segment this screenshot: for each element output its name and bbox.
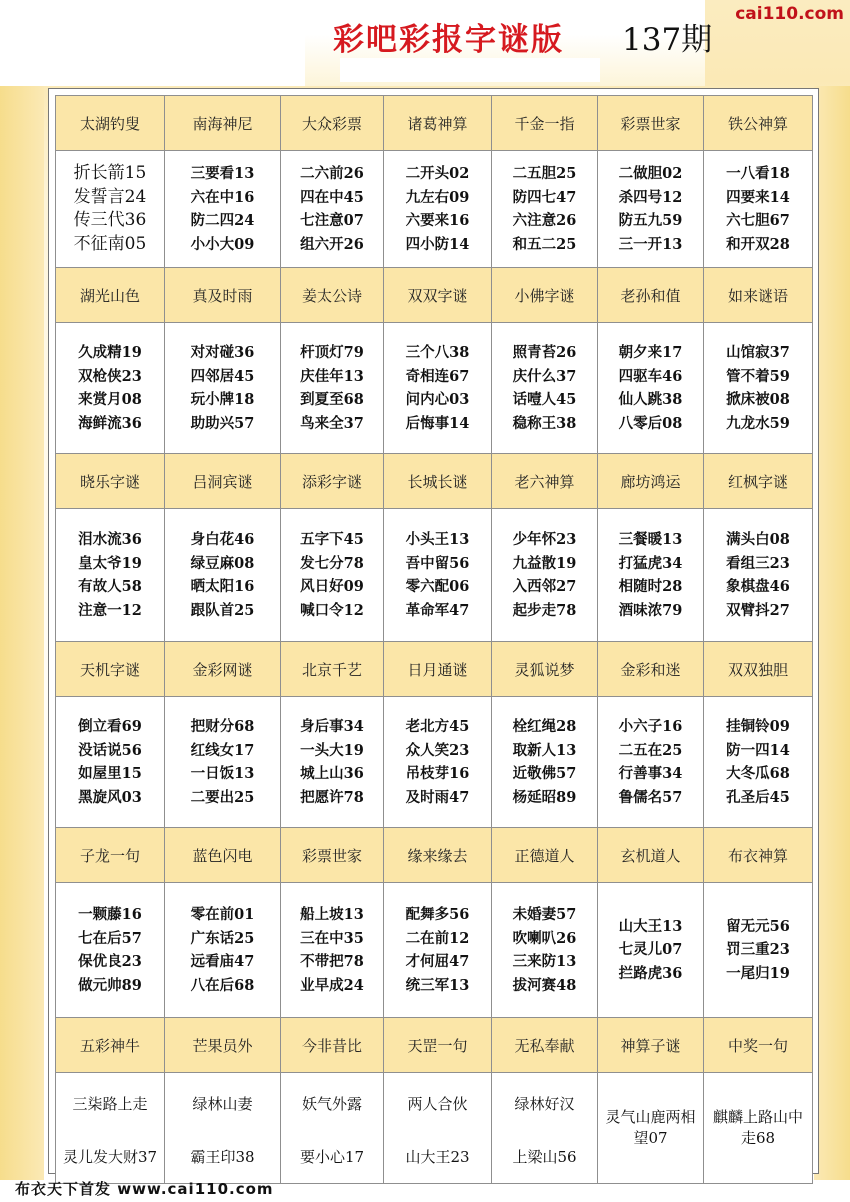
prediction-line: 二五在25 xyxy=(618,741,683,759)
prediction-line: 鲁儒名57 xyxy=(618,788,683,806)
prediction-line: 助助兴57 xyxy=(190,414,255,432)
prediction-cell xyxy=(384,509,492,642)
prediction-list xyxy=(619,715,683,809)
prediction-line: 发七分78 xyxy=(300,554,364,572)
prediction-line: 九益散19 xyxy=(512,554,577,572)
prediction-cell xyxy=(56,1073,165,1184)
prediction-line: 两人合伙 xyxy=(407,1095,468,1113)
prediction-cell xyxy=(598,697,704,828)
prediction-cell xyxy=(281,151,384,268)
prediction-cell xyxy=(492,151,598,268)
prediction-line: 庆佳年13 xyxy=(300,367,364,385)
prediction-line: 把财分68 xyxy=(190,718,255,735)
prediction-line: 泪水流36 xyxy=(78,531,142,548)
column-name: 双双独胆 xyxy=(704,642,813,697)
prediction-line: 九左右09 xyxy=(405,188,470,206)
prediction-line: 城上山36 xyxy=(300,765,364,782)
prediction-line: 七注意07 xyxy=(300,212,364,229)
prediction-line: 二做胆02 xyxy=(618,165,683,182)
prediction-line: 玩小牌18 xyxy=(190,391,255,408)
prediction-cell xyxy=(56,323,165,454)
prediction-row xyxy=(56,883,813,1018)
column-name: 布衣神算 xyxy=(704,828,813,883)
prediction-line: 奇相连67 xyxy=(405,367,470,385)
prediction-line: 吊枝芽16 xyxy=(405,765,470,782)
prediction-line: 吹喇叭26 xyxy=(512,929,577,947)
prediction-row xyxy=(56,509,813,642)
prediction-line: 久成精19 xyxy=(78,344,142,361)
prediction-line: 绿林好汉 xyxy=(514,1095,575,1113)
prediction-line: 看组三23 xyxy=(726,554,790,572)
column-name: 小佛字谜 xyxy=(492,268,598,323)
prediction-line: 稳称王38 xyxy=(512,414,577,432)
prediction-line: 三餐暖13 xyxy=(618,531,683,548)
column-name: 日月通谜 xyxy=(384,642,492,697)
prediction-line: 双枪侠23 xyxy=(78,367,142,385)
prediction-cell xyxy=(281,323,384,454)
prediction-line: 皇太爷19 xyxy=(78,554,142,572)
prediction-cell xyxy=(56,509,165,642)
prediction-line: 如屋里15 xyxy=(78,765,142,782)
prediction-line: 取新人13 xyxy=(512,741,577,759)
prediction-line: 来赏月08 xyxy=(78,391,142,408)
column-name: 太湖钓叟 xyxy=(56,96,165,151)
prediction-list xyxy=(191,528,255,622)
prediction-line: 上梁山56 xyxy=(512,1148,577,1166)
prediction-line: 和开双28 xyxy=(726,235,790,253)
column-name: 晓乐字谜 xyxy=(56,454,165,509)
prediction-line: 要小心17 xyxy=(299,1148,365,1166)
prediction-list xyxy=(726,162,790,256)
prediction-list xyxy=(191,162,255,256)
prediction-line: 二五胆25 xyxy=(512,165,577,182)
prediction-cell xyxy=(704,1073,813,1184)
prediction-line: 保优良23 xyxy=(78,953,142,970)
prediction-line: 杨延昭89 xyxy=(512,788,577,806)
prediction-line: 大冬瓜68 xyxy=(726,765,790,782)
column-name: 红枫字谜 xyxy=(704,454,813,509)
prediction-line: 没话说56 xyxy=(78,741,142,759)
prediction-cell xyxy=(281,697,384,828)
prediction-list xyxy=(619,528,683,622)
prediction-cell xyxy=(281,509,384,642)
prediction-line: 折长箭15 xyxy=(73,163,147,183)
prediction-cell xyxy=(384,697,492,828)
prediction-line: 小头王13 xyxy=(405,531,470,548)
prediction-list xyxy=(191,903,255,997)
prediction-line: 杆顶灯79 xyxy=(300,344,364,361)
prediction-line: 一八看18 xyxy=(726,165,790,182)
prediction-line: 绿林山妻 xyxy=(192,1095,253,1113)
column-name: 双双字谜 xyxy=(384,268,492,323)
prediction-list xyxy=(300,715,364,809)
footer-credit[interactable]: 布衣天下首发 www.cai110.com xyxy=(15,1180,274,1198)
prediction-line: 及时雨47 xyxy=(405,788,470,806)
prediction-line: 妖气外露 xyxy=(301,1095,362,1113)
prediction-line: 小小大09 xyxy=(190,235,255,253)
column-name: 神算子谜 xyxy=(598,1018,704,1073)
header-row xyxy=(56,268,813,323)
prediction-line: 和五二25 xyxy=(512,235,577,253)
prediction-line: 防五九59 xyxy=(618,212,683,229)
prediction-line: 倒立看69 xyxy=(78,718,142,735)
prediction-line: 一颗藤16 xyxy=(78,906,142,923)
prediction-line: 四在中45 xyxy=(300,188,364,206)
prediction-list xyxy=(191,341,255,435)
prediction-line: 管不着59 xyxy=(726,367,790,385)
prediction-cell xyxy=(165,883,281,1018)
prediction-line: 风日好09 xyxy=(300,578,364,595)
prediction-list xyxy=(619,915,683,986)
column-name: 真及时雨 xyxy=(165,268,281,323)
column-name: 灵狐说梦 xyxy=(492,642,598,697)
header-row xyxy=(56,828,813,883)
prediction-line: 三个八38 xyxy=(405,344,470,361)
prediction-line: 有故人58 xyxy=(78,578,142,595)
prediction-line: 三在中35 xyxy=(300,929,364,947)
prediction-line: 九龙水59 xyxy=(726,414,790,432)
prediction-line: 灵气山鹿两相望07 xyxy=(605,1108,696,1147)
prediction-list xyxy=(300,162,364,256)
prediction-line: 后悔事14 xyxy=(405,414,470,432)
header-row xyxy=(56,642,813,697)
column-name: 铁公神算 xyxy=(704,96,813,151)
prediction-line: 一尾归19 xyxy=(726,964,790,982)
column-name: 湖光山色 xyxy=(56,268,165,323)
prediction-list xyxy=(74,162,147,256)
column-name: 正德道人 xyxy=(492,828,598,883)
prediction-line: 双臂抖27 xyxy=(726,601,790,619)
prediction-line: 传三代36 xyxy=(73,210,147,230)
prediction-cell xyxy=(56,151,165,268)
prediction-line: 配舞多56 xyxy=(405,906,470,923)
prediction-line: 六在中16 xyxy=(190,188,255,206)
column-name: 中奖一句 xyxy=(704,1018,813,1073)
prediction-line: 三来防13 xyxy=(512,953,577,970)
prediction-line: 照青苔26 xyxy=(512,344,577,361)
prediction-line: 七灵儿07 xyxy=(618,941,683,959)
prediction-list xyxy=(78,715,142,809)
column-name: 诸葛神算 xyxy=(384,96,492,151)
prediction-line: 绿豆麻08 xyxy=(190,554,255,572)
prediction-cell xyxy=(704,697,813,828)
prediction-line: 红线女17 xyxy=(190,741,255,759)
prediction-cell xyxy=(492,1073,598,1184)
prediction-line: 罚三重23 xyxy=(726,941,790,959)
prediction-line: 四邻居45 xyxy=(190,367,255,385)
prediction-line: 未婚妻57 xyxy=(512,906,577,923)
header-row xyxy=(56,96,813,151)
column-name: 五彩神牛 xyxy=(56,1018,165,1073)
prediction-line: 拔河赛48 xyxy=(512,976,577,994)
prediction-line: 挂铜铃09 xyxy=(726,718,790,735)
prediction-line: 灵儿发大财37 xyxy=(62,1148,158,1166)
prediction-line: 二在前12 xyxy=(405,929,470,947)
prediction-cell xyxy=(704,323,813,454)
column-name: 玄机道人 xyxy=(598,828,704,883)
prediction-cell xyxy=(56,883,165,1018)
prediction-line: 栓红绳28 xyxy=(512,718,577,735)
prediction-cell xyxy=(598,509,704,642)
prediction-line: 三要看13 xyxy=(190,165,255,182)
prediction-list xyxy=(619,341,683,435)
prediction-line: 入西邻27 xyxy=(512,578,577,595)
prediction-line: 三柒路上走 xyxy=(72,1095,148,1113)
prediction-line: 黑旋风03 xyxy=(78,788,142,806)
prediction-line: 象棋盘46 xyxy=(726,578,790,595)
prediction-cell xyxy=(165,323,281,454)
column-name: 千金一指 xyxy=(492,96,598,151)
prediction-list xyxy=(406,162,470,256)
site-watermark[interactable]: cai110.com xyxy=(735,4,844,24)
prediction-list xyxy=(191,715,255,809)
prediction-line: 二开头02 xyxy=(405,165,470,182)
prediction-row xyxy=(56,151,813,268)
prediction-line: 仙人跳38 xyxy=(618,391,683,408)
prediction-cell xyxy=(704,509,813,642)
page-title: 彩吧彩报字谜版 xyxy=(333,22,564,58)
prediction-line: 晒太阳16 xyxy=(190,578,255,595)
prediction-cell xyxy=(384,883,492,1018)
prediction-line: 革命军47 xyxy=(405,601,470,619)
column-name: 北京千艺 xyxy=(281,642,384,697)
prediction-line: 话噎人45 xyxy=(512,391,577,408)
prediction-line: 防一四14 xyxy=(726,741,790,759)
prediction-line: 麒麟上路山中走68 xyxy=(712,1108,803,1147)
prediction-line: 留无元56 xyxy=(726,917,790,935)
prediction-line: 相随时28 xyxy=(618,578,683,595)
prediction-list xyxy=(406,715,470,809)
prediction-line: 一头大19 xyxy=(300,741,364,759)
prediction-line: 发誓言24 xyxy=(73,186,147,207)
column-name: 彩票世家 xyxy=(598,96,704,151)
prediction-list xyxy=(78,528,142,622)
prediction-line: 一日饭13 xyxy=(190,765,255,782)
prediction-line: 霸王印38 xyxy=(190,1148,255,1166)
prediction-line: 六注意26 xyxy=(512,212,577,229)
prediction-line: 山大王23 xyxy=(405,1148,470,1166)
header-row xyxy=(56,454,813,509)
column-name: 缘来缘去 xyxy=(384,828,492,883)
prediction-line: 喊口令12 xyxy=(300,601,364,619)
prediction-cell xyxy=(704,883,813,1018)
prediction-row xyxy=(56,1073,813,1184)
column-name: 廊坊鸿运 xyxy=(598,454,704,509)
prediction-line: 少年怀23 xyxy=(512,531,577,548)
prediction-line: 杀四号12 xyxy=(618,188,683,206)
prediction-cell xyxy=(598,151,704,268)
prediction-list xyxy=(513,528,577,622)
riddle-table xyxy=(55,95,813,1184)
prediction-cell xyxy=(598,323,704,454)
prediction-line: 鸟来全37 xyxy=(300,414,364,432)
prediction-row xyxy=(56,323,813,454)
prediction-cell xyxy=(598,1073,704,1184)
prediction-line: 问内心03 xyxy=(405,391,470,408)
prediction-line: 山馆寂37 xyxy=(726,344,790,361)
prediction-list xyxy=(726,915,790,986)
prediction-line: 小六子16 xyxy=(618,718,683,735)
prediction-list xyxy=(513,341,577,435)
prediction-cell xyxy=(165,1073,281,1184)
prediction-cell xyxy=(165,697,281,828)
prediction-line: 山大王13 xyxy=(618,917,683,935)
prediction-line: 二要出25 xyxy=(190,788,255,806)
prediction-line: 跟队首25 xyxy=(190,601,255,619)
prediction-line: 行善事34 xyxy=(618,765,683,782)
prediction-line: 统三军13 xyxy=(405,976,470,994)
prediction-line: 酒味浓79 xyxy=(618,601,683,619)
column-name: 蓝色闪电 xyxy=(165,828,281,883)
prediction-line: 业早成24 xyxy=(300,976,364,994)
right-border-panel xyxy=(814,86,850,1180)
prediction-cell xyxy=(492,697,598,828)
column-name: 姜太公诗 xyxy=(281,268,384,323)
prediction-line: 六七胆67 xyxy=(726,212,790,229)
prediction-line: 做元帅89 xyxy=(78,976,142,994)
prediction-list xyxy=(406,528,470,622)
prediction-line: 海鲜流36 xyxy=(78,414,142,432)
prediction-cell xyxy=(165,509,281,642)
column-name: 金彩网谜 xyxy=(165,642,281,697)
prediction-line: 四要来14 xyxy=(726,188,790,206)
prediction-line: 老北方45 xyxy=(405,718,470,735)
column-name: 如来谜语 xyxy=(704,268,813,323)
prediction-line: 防四七47 xyxy=(512,188,577,206)
prediction-line: 防二四24 xyxy=(190,212,255,229)
prediction-list xyxy=(619,162,683,256)
column-name: 大众彩票 xyxy=(281,96,384,151)
column-name: 天罡一句 xyxy=(384,1018,492,1073)
prediction-cell xyxy=(492,883,598,1018)
prediction-line: 把愿许78 xyxy=(300,788,364,806)
column-name: 今非昔比 xyxy=(281,1018,384,1073)
column-name: 无私奉献 xyxy=(492,1018,598,1073)
prediction-cell xyxy=(492,323,598,454)
prediction-line: 身白花46 xyxy=(190,531,255,548)
prediction-list xyxy=(726,341,790,435)
prediction-line: 孔圣后45 xyxy=(726,788,790,806)
prediction-list xyxy=(513,715,577,809)
prediction-line: 不征南05 xyxy=(73,233,147,254)
prediction-line: 身后事34 xyxy=(300,718,364,735)
column-name: 天机字谜 xyxy=(56,642,165,697)
prediction-cell xyxy=(281,883,384,1018)
column-name: 南海神尼 xyxy=(165,96,281,151)
column-name: 彩票世家 xyxy=(281,828,384,883)
prediction-cell xyxy=(598,883,704,1018)
prediction-line: 近敬佛57 xyxy=(512,765,577,782)
prediction-line: 广东话25 xyxy=(190,929,255,947)
column-name: 老孙和值 xyxy=(598,268,704,323)
column-name: 吕洞宾谜 xyxy=(165,454,281,509)
prediction-cell xyxy=(384,151,492,268)
prediction-line: 五字下45 xyxy=(300,531,364,548)
prediction-line: 吾中留56 xyxy=(405,554,470,572)
issue-number: 137期 xyxy=(622,22,713,58)
prediction-cell xyxy=(384,323,492,454)
prediction-list xyxy=(726,715,790,809)
prediction-line: 注意一12 xyxy=(78,601,142,619)
prediction-line: 三一开13 xyxy=(618,235,683,253)
prediction-cell xyxy=(384,1073,492,1184)
prediction-line: 六要来16 xyxy=(405,212,470,229)
column-name: 金彩和迷 xyxy=(598,642,704,697)
prediction-list xyxy=(300,528,364,622)
column-name: 长城长谜 xyxy=(384,454,492,509)
prediction-line: 八零后08 xyxy=(618,414,683,432)
prediction-cell xyxy=(165,151,281,268)
prediction-line: 众人笑23 xyxy=(405,741,470,759)
prediction-line: 满头白08 xyxy=(726,531,790,548)
prediction-line: 到夏至68 xyxy=(300,391,364,408)
prediction-list xyxy=(513,162,577,256)
prediction-line: 起步走78 xyxy=(512,601,577,619)
prediction-list xyxy=(513,903,577,997)
prediction-line: 打猛虎34 xyxy=(618,554,683,572)
prediction-list xyxy=(406,341,470,435)
column-name: 老六神算 xyxy=(492,454,598,509)
riddle-board xyxy=(48,88,819,1174)
prediction-line: 组六开26 xyxy=(300,235,364,253)
prediction-list xyxy=(300,903,364,997)
prediction-list xyxy=(726,528,790,622)
header-row xyxy=(56,1018,813,1073)
prediction-list xyxy=(78,903,142,997)
prediction-line: 对对碰36 xyxy=(190,344,255,361)
column-name: 子龙一句 xyxy=(56,828,165,883)
prediction-line: 远看庙47 xyxy=(190,953,255,970)
prediction-line: 船上坡13 xyxy=(300,906,364,923)
prediction-line: 朝夕来17 xyxy=(618,344,683,361)
prediction-row xyxy=(56,697,813,828)
prediction-cell xyxy=(704,151,813,268)
prediction-line: 拦路虎36 xyxy=(618,964,683,982)
prediction-line: 掀床被08 xyxy=(726,391,790,408)
prediction-line: 二六前26 xyxy=(300,165,364,182)
column-name: 添彩字谜 xyxy=(281,454,384,509)
prediction-line: 才何屈47 xyxy=(405,953,470,970)
prediction-cell xyxy=(492,509,598,642)
prediction-line: 零在前01 xyxy=(190,906,255,923)
prediction-list xyxy=(78,341,142,435)
prediction-cell xyxy=(56,697,165,828)
prediction-line: 庆什么37 xyxy=(512,367,577,385)
left-border-panel xyxy=(0,86,44,1180)
prediction-line: 七在后57 xyxy=(78,929,142,947)
prediction-line: 不带把78 xyxy=(300,953,364,970)
column-name: 芒果员外 xyxy=(165,1018,281,1073)
prediction-line: 零六配06 xyxy=(405,578,470,595)
prediction-list xyxy=(300,341,364,435)
prediction-cell xyxy=(281,1073,384,1184)
header-blank-area xyxy=(0,0,305,86)
prediction-line: 四小防14 xyxy=(405,235,470,253)
header-blank-strip xyxy=(340,58,600,82)
prediction-line: 八在后68 xyxy=(190,976,255,994)
prediction-list xyxy=(406,903,470,997)
prediction-line: 四驱车46 xyxy=(618,367,683,385)
